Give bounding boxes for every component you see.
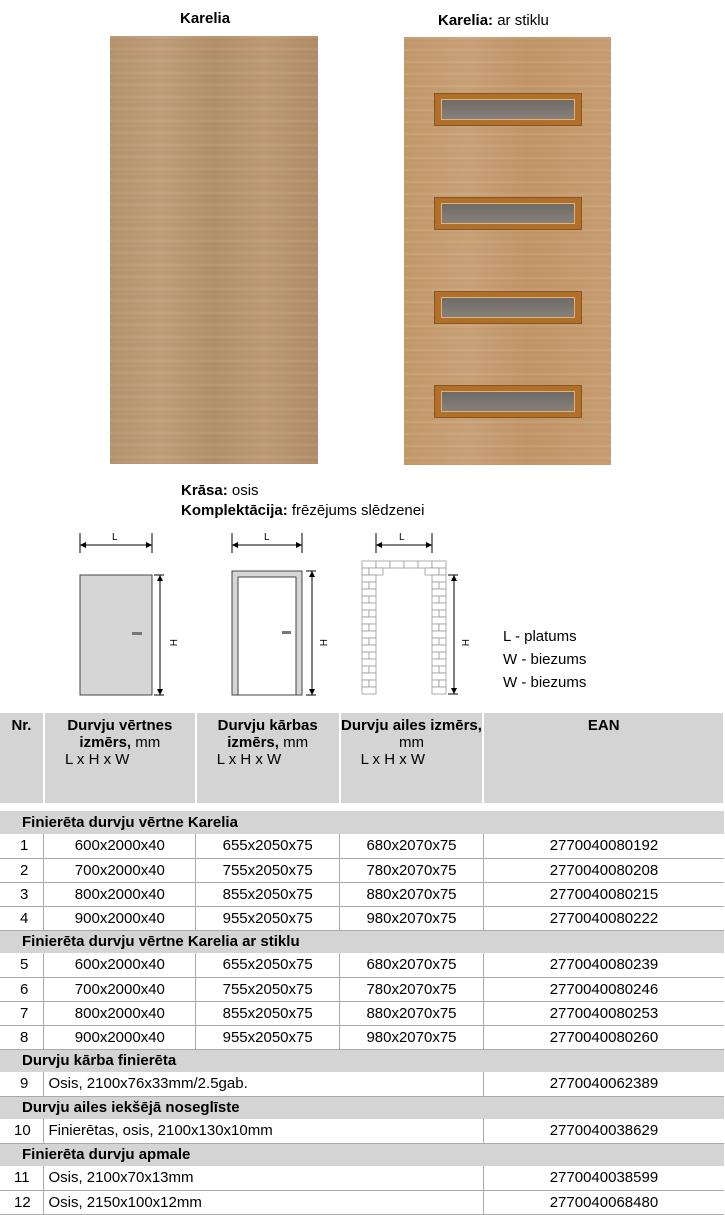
section-header: Durvju ailes iekšējā noseglīste [0,1096,724,1119]
table-row: 3 800x2000x40 855x2050x75 880x2070x75 2770040080215 [0,882,724,906]
label-l: L [399,532,405,543]
table-row: 9 Osis, 2100x76x33mm/2.5gab. 2770040062389 [0,1072,724,1096]
label-h: H [167,639,178,647]
door-image-karelia-glass [404,37,611,465]
table-row: 5 600x2000x40 655x2050x75 680x2070x75 2770040080239 [0,953,724,977]
kit-label: Komplektācija: [181,502,288,519]
dimension-legend [503,625,586,694]
glass-panel [434,197,582,230]
table-row: 6 700x2000x40 755x2050x75 780x2070x75 2770040080246 [0,977,724,1001]
header-opening-size: Durvju ailes izmērs, mm L x H x W [340,713,484,803]
table-header [0,713,724,803]
section-header: Finierēta durvju vērtne Karelia ar stiklu [0,930,724,953]
color-value: osis [227,482,259,499]
label-l: L [112,532,118,543]
label-h: H [459,639,470,647]
door-title-karelia: Karelia [180,10,231,27]
section-header: Finierēta durvju apmale [0,1143,724,1166]
table-row: 11 Osis, 2100x70x13mm 2770040038599 [0,1166,724,1190]
header-nr: Nr. [0,713,44,803]
color-info [181,482,259,499]
section-header: Finierēta durvju vērtne Karelia [0,811,724,834]
table-row: 12 Osis, 2150x100x12mm 2770040068480 [0,1190,724,1214]
kit-value: frēzējums slēdzenei [287,502,425,519]
kit-info [181,502,424,519]
product-table [0,713,725,1215]
glass-panel [434,291,582,324]
legend-item: W - biezums [503,674,587,691]
legend-item: L - platums [503,628,577,645]
table-row: 8 900x2000x40 955x2050x75 980x2070x75 2770040080260 [0,1025,724,1049]
table-row: 4 900x2000x40 955x2050x75 980x2070x75 2770040080222 [0,906,724,930]
color-label: Krāsa: [181,482,228,499]
door-image-karelia [110,36,318,464]
door-title-rest: ar stiklu [493,12,549,29]
door-title-karelia-glass [438,12,549,29]
label-l: L [264,532,270,543]
section-header: Durvju kārba finierēta [0,1049,724,1072]
glass-panel [434,93,582,126]
table-row: 1 600x2000x40 655x2050x75 680x2070x75 2770040080192 [0,834,724,858]
table-row: 10 Finierētas, osis, 2100x130x10mm 2770040038629 [0,1119,724,1143]
legend-item: W - biezums [503,651,587,668]
door-opening-diagram [356,525,476,700]
label-h: H [317,639,328,647]
door-title-bold: Karelia: [438,12,494,29]
door-leaf-diagram [72,525,182,700]
header-frame-size: Durvju kārbas izmērs, mm L x H x W [196,713,340,803]
table-row: 2 700x2000x40 755x2050x75 780x2070x75 2770040080208 [0,858,724,882]
header-leaf-size: Durvju vērtnes izmērs, mm L x H x W [44,713,196,803]
header-ean: EAN [483,713,724,803]
door-frame-diagram [224,525,334,700]
table-row: 7 800x2000x40 855x2050x75 880x2070x75 2770040080253 [0,1001,724,1025]
glass-panel [434,385,582,418]
